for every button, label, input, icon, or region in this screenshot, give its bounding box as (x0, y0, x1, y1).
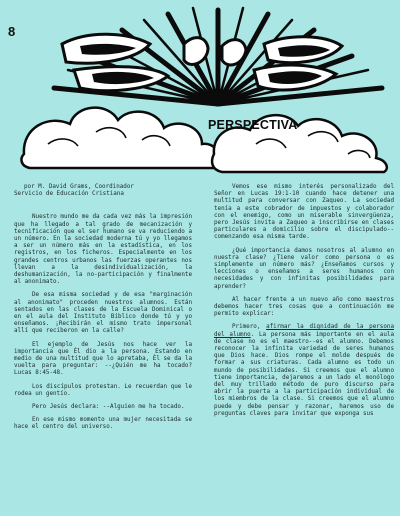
paragraph: Vemos ese mismo interés personalizado del Señor en Lucas 19:1-10 cuando hace detener una multitud para conversar con Zaqueo. La sociedad tenía a este cobrador de impuestos y colaborador con el enemigo, como un miserable sinvergüenza, pero Jesús invita a Zaqueo a inscribirse en clases particulares a domicilio sobre el discipulado--comenzando esa misma tarde. (214, 184, 394, 241)
paragraph-primero (214, 324, 394, 418)
sunburst-cloud-illustration-icon (22, 8, 387, 172)
banner-title: PERSPECTIVA (208, 118, 298, 132)
paragraph: El ejemplo de Jesús nos hace ver la importancia que Él dio a la persona. Estando en medio de una multitud que lo apretaba, Él se da la vuelta para preguntar: --¿Quién me ha tocado? Lucas 8:45-48. (14, 341, 192, 377)
underlined-heading: afirmar la dignidad de la persona del alumno (214, 324, 394, 338)
author-line: por M. David Grams, Coordinador Servicio de Educación Cristiana (14, 184, 134, 198)
paragraph: En ese mismo momento una mujer necesitada se hace el centro del universo. (14, 417, 192, 431)
paragraph: Al hacer frente a un nuevo año como maestros debemos hacer tres cosas que a continuación me permito explicar: (214, 296, 394, 318)
paragraph-intro: Primero, (232, 324, 267, 331)
paragraph: Nuestro mundo me da cada vez más la impresión que ha llegado a tal grado de mecanización y tecnificación que el ser humano se va reduciendo a un número. En la sociedad moderna tú y yo llegamos a ser un número más en la estadística, en los registros, en los ficheros. Especialmente en los grandes centros urbanos las fuerzas operantes nos llevan a la desindividualización, la deshumanización, la no-participación y finalmente al anonimato. (14, 214, 192, 286)
right-column (214, 184, 394, 424)
article-body (14, 184, 394, 514)
paragraph: De esa misma sociedad y de esa "marginación al anonimato" proceden nuestros alumnos. Están sentados en las clases de la Escuela Dominical o en el aula del Instituto Bíblico donde tú y yo enseñamos. ¡Recibirán el mismo trato impersonal allí que reciberon en la calle? (14, 292, 192, 335)
paragraph-rest: . La persona más importante en el aula de clase no es el maestro--es el alumno. Debemos reconocer la infinita variedad de seres humanos que Dios hace. Dios rompe el molde después de formar a sus criaturas. Cada alumno es todo un mundo de posibilidades. Si creemos que el alumno tiene importancia, dejaremos a un lado el monólogo del muy trillado método de puro discurso para abrir la puerta a la participación individual de los miembros de la clase. Si creemos que el alumno puede y debe pensar y razonar, haremos uso de preguntas claves para invitar que exponga sus (214, 331, 394, 417)
paragraph: ¿Qué importancia damos nosotros al alumno en nuestra clase? ¿Tiene valor como persona o es simplemente un número más? ¿Enseñamos cursos y lecciones o enseñamos a seres humanos con necesidades y con infinitas posibilidades para aprender? (214, 247, 394, 290)
left-column (14, 184, 192, 438)
paragraph: Pero Jesús declara: --Alguien me ha tocado. (32, 404, 185, 411)
page-number: 8 (8, 24, 16, 39)
banner-illustration (18, 4, 396, 176)
paragraph: Los discípulos protestan. Le recuerdan que le rodea un gentío. (14, 383, 192, 397)
